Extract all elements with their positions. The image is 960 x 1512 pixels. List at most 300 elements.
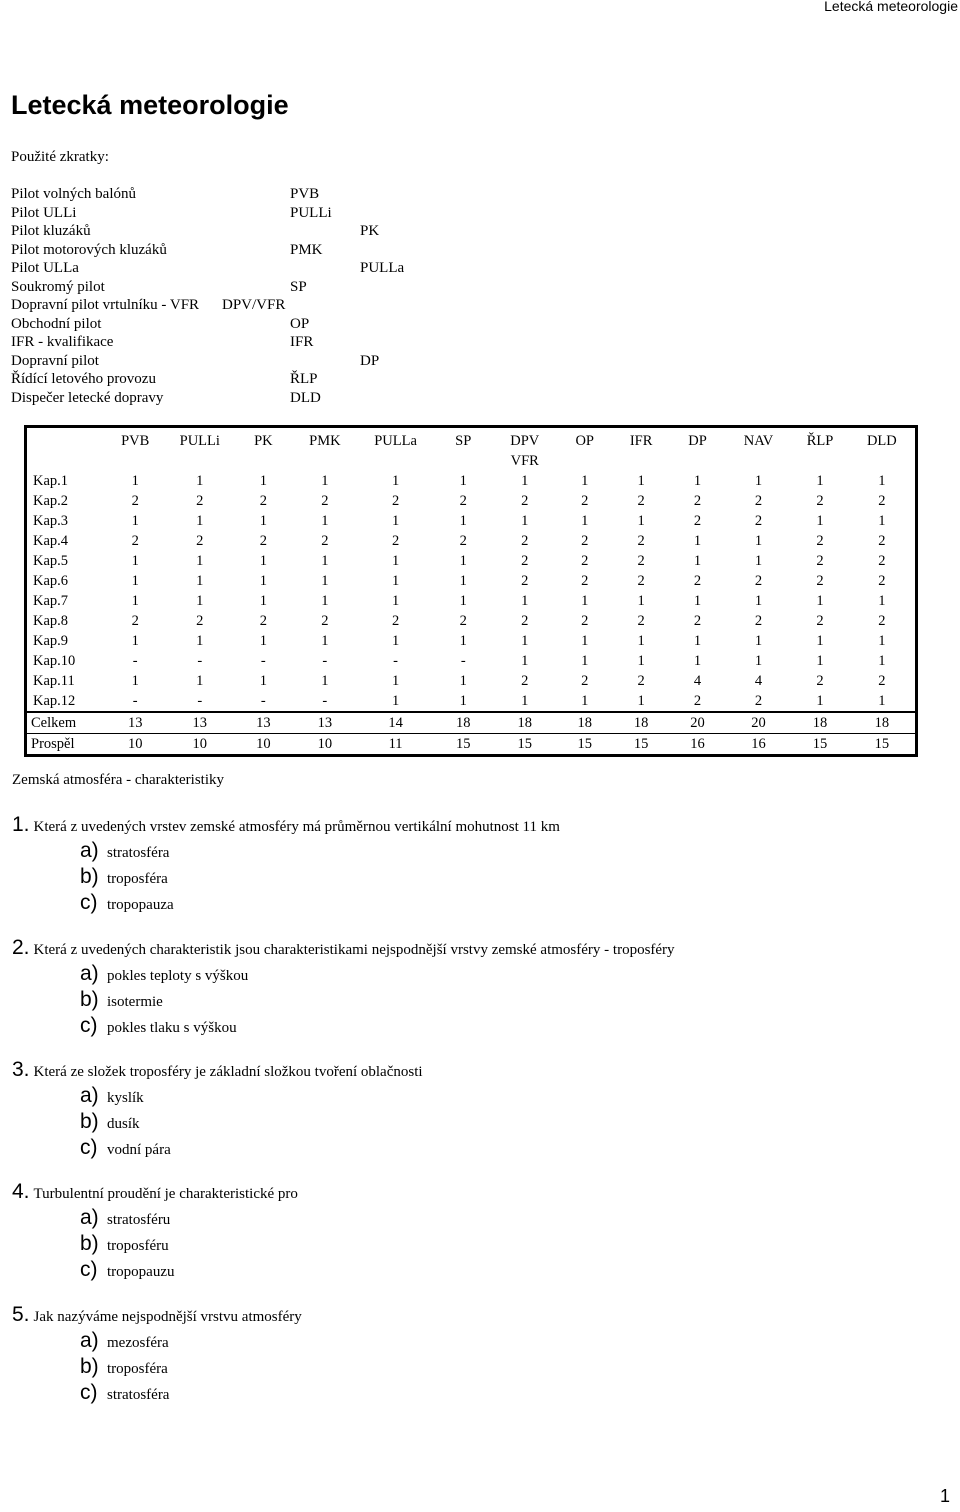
- table-cell: 15: [791, 734, 848, 756]
- abbreviation-code: IFR: [290, 334, 314, 350]
- column-header: SP: [455, 433, 472, 449]
- table-cell: 1: [391, 573, 400, 589]
- table-cell: 10: [165, 734, 235, 756]
- answer-option[interactable]: [80, 1084, 423, 1110]
- table-cell: 1: [754, 633, 763, 649]
- table-cell: 1: [131, 573, 139, 589]
- table-cell: 2: [637, 613, 645, 629]
- table-cell: 2: [581, 573, 589, 589]
- questions-per-chapter-table: [24, 425, 918, 757]
- table-cell: 2: [521, 573, 529, 589]
- question: [12, 1180, 298, 1284]
- answer-letter: a): [80, 1084, 99, 1107]
- table-cell: 1: [521, 473, 529, 489]
- row-label: Kap.11: [33, 673, 75, 689]
- table-cell: 1: [321, 633, 329, 649]
- table-cell: 15: [493, 734, 557, 756]
- answer-text: isotermie: [107, 994, 163, 1010]
- answer-text: kyslík: [107, 1090, 144, 1106]
- answer-option[interactable]: [80, 1258, 298, 1284]
- question-number: 5.: [12, 1303, 30, 1326]
- answer-letter: c): [80, 1258, 98, 1281]
- abbreviation-code: ŘLP: [290, 371, 318, 387]
- table-cell: 2: [459, 493, 467, 509]
- abbreviations-intro: Použité zkratky:: [11, 149, 109, 165]
- table-cell: 1: [459, 673, 467, 689]
- answer-text: pokles teploty s výškou: [107, 968, 249, 984]
- answer-letter: a): [80, 839, 99, 862]
- answer-text: pokles tlaku s výškou: [107, 1020, 237, 1036]
- table-cell: 2: [259, 613, 267, 629]
- answer-letter: b): [80, 1355, 99, 1378]
- answer-letter: c): [80, 1136, 98, 1159]
- table-total-row: [26, 712, 917, 734]
- answer-text: vodní pára: [107, 1142, 171, 1158]
- table-cell: 2: [754, 693, 763, 709]
- table-cell: 1: [581, 653, 589, 669]
- answer-option[interactable]: [80, 891, 560, 917]
- table-cell: 2: [321, 493, 329, 509]
- row-label: Kap.10: [33, 653, 76, 669]
- table-cell: 1: [259, 593, 267, 609]
- table-cell: 1: [391, 593, 400, 609]
- table-cell: 1: [391, 553, 400, 569]
- table-cell: 2: [581, 673, 589, 689]
- table-cell: -: [322, 693, 328, 709]
- answer-letter: c): [80, 1014, 98, 1037]
- table-cell: 1: [878, 653, 886, 669]
- table-cell: 2: [391, 533, 400, 549]
- table-cell: 1: [816, 593, 824, 609]
- table-cell: 1: [321, 593, 329, 609]
- table-cell: 2: [754, 613, 763, 629]
- table-cell: 2: [259, 533, 267, 549]
- table-row: [26, 691, 917, 712]
- abbreviation-name: Dopravní pilot: [11, 353, 99, 369]
- row-label: Kap.12: [33, 693, 76, 709]
- answer-option[interactable]: [80, 1136, 423, 1162]
- table-cell: 1: [259, 513, 267, 529]
- table-row: [26, 591, 917, 611]
- abbreviation-name: IFR - kvalifikace: [11, 334, 114, 350]
- table-cell: -: [197, 693, 203, 709]
- abbreviation-name: Soukromý pilot: [11, 279, 105, 295]
- table-cell: 1: [693, 593, 702, 609]
- table-cell: 15: [434, 734, 493, 756]
- table-cell: 1: [196, 553, 204, 569]
- question-line: [12, 1058, 423, 1084]
- table-cell: 1: [131, 553, 139, 569]
- table-cell: -: [393, 653, 398, 669]
- answer-text: stratosféru: [107, 1212, 171, 1228]
- answer-option[interactable]: [80, 1329, 302, 1355]
- answer-text: troposféru: [107, 1238, 169, 1254]
- table-cell: 2: [581, 553, 589, 569]
- table-cell: 1: [321, 673, 329, 689]
- column-header: PMK: [309, 433, 341, 449]
- table-cell: 2: [754, 493, 763, 509]
- question-number: 4.: [12, 1180, 30, 1203]
- table-cell: 1: [459, 553, 467, 569]
- answer-letter: a): [80, 1329, 99, 1352]
- table-cell: 1: [391, 513, 400, 529]
- table-row: [26, 471, 917, 491]
- table-corner-cell: [26, 427, 106, 472]
- table-cell: 1: [391, 473, 400, 489]
- abbreviation-name: Pilot motorových kluzáků: [11, 242, 167, 258]
- table-cell: 13: [165, 712, 235, 734]
- table-cell: 2: [321, 613, 329, 629]
- table-cell: 2: [816, 573, 824, 589]
- answer-text: tropopauza: [107, 897, 174, 913]
- table-row: [26, 531, 917, 551]
- table-cell: 1: [693, 553, 702, 569]
- table-cell: 1: [754, 653, 763, 669]
- table-cell: -: [132, 653, 138, 669]
- question-text: Která z uvedených charakteristik jsou charakteristikami nejspodnější vrstvy zemské atmosféry - troposféry: [33, 942, 675, 958]
- table-cell: 1: [196, 573, 204, 589]
- table-cell: 2: [521, 673, 529, 689]
- table-cell: 20: [726, 712, 792, 734]
- table-cell: 1: [459, 513, 467, 529]
- row-label: Kap.5: [33, 553, 69, 569]
- table-cell: 1: [816, 633, 824, 649]
- abbreviation-code: PK: [360, 223, 380, 239]
- table-total-row: [26, 734, 917, 756]
- table-cell: 10: [235, 734, 292, 756]
- table-cell: 1: [321, 553, 329, 569]
- table-cell: -: [197, 653, 203, 669]
- row-label: Kap.3: [33, 513, 69, 529]
- table-cell: 4: [754, 673, 763, 689]
- table-cell: -: [460, 653, 466, 669]
- table-cell: 1: [637, 653, 645, 669]
- table-cell: 1: [131, 473, 139, 489]
- table-cell: 14: [358, 712, 434, 734]
- table-cell: 2: [459, 613, 467, 629]
- table-cell: 2: [196, 533, 204, 549]
- table-cell: 2: [878, 613, 886, 629]
- abbreviation-name: Pilot kluzáků: [11, 223, 91, 239]
- answer-text: stratosféra: [107, 1387, 170, 1403]
- answer-text: troposféra: [107, 1361, 168, 1377]
- column-header: IFR: [629, 433, 653, 449]
- table-row: [26, 491, 917, 511]
- answer-letter: b): [80, 1110, 99, 1133]
- question-text: Která z uvedených vrstev zemské atmosféry má průměrnou vertikální mohutnost 11 km: [33, 819, 560, 835]
- table-cell: 2: [878, 553, 886, 569]
- table-cell: 2: [693, 513, 702, 529]
- table-cell: 16: [726, 734, 792, 756]
- table-cell: 2: [637, 673, 645, 689]
- table-cell: 2: [196, 493, 204, 509]
- answer-text: mezosféra: [107, 1335, 169, 1351]
- abbreviation-code: SP: [290, 279, 307, 295]
- table-cell: 1: [581, 593, 589, 609]
- row-label: Kap.8: [33, 613, 69, 629]
- question-number: 2.: [12, 936, 30, 959]
- abbreviation-name: Dispečer letecké dopravy: [11, 390, 164, 406]
- answer-option[interactable]: [80, 1381, 302, 1407]
- table-cell: 1: [196, 673, 204, 689]
- table-cell: 2: [321, 533, 329, 549]
- table-cell: 1: [816, 513, 824, 529]
- table-cell: 10: [292, 734, 358, 756]
- answer-option[interactable]: [80, 962, 675, 988]
- table-cell: 1: [754, 473, 763, 489]
- answer-option[interactable]: [80, 1206, 298, 1232]
- answer-option[interactable]: [80, 1232, 298, 1258]
- abbreviation-code: DPV/VFR: [222, 297, 286, 313]
- table-cell: 2: [521, 553, 529, 569]
- abbreviation-code: DP: [360, 353, 380, 369]
- column-header: PULLi: [179, 433, 220, 449]
- table-cell: 2: [521, 613, 529, 629]
- table-cell: 2: [521, 533, 529, 549]
- abbreviation-code: PVB: [290, 186, 320, 202]
- table-cell: 2: [816, 553, 824, 569]
- row-label: Kap.4: [33, 533, 69, 549]
- table-cell: 2: [459, 533, 467, 549]
- table-cell: 15: [849, 734, 917, 756]
- table-cell: 10: [105, 734, 164, 756]
- table-cell: 1: [196, 593, 204, 609]
- table-cell: 1: [693, 653, 702, 669]
- table-cell: 1: [878, 633, 886, 649]
- table-cell: 18: [791, 712, 848, 734]
- table-cell: 1: [878, 513, 886, 529]
- row-label: Kap.1: [33, 473, 69, 489]
- column-header: PK: [254, 433, 273, 449]
- table-cell: 2: [816, 533, 824, 549]
- table-row: [26, 631, 917, 651]
- table-cell: 1: [459, 633, 467, 649]
- table-cell: 2: [581, 533, 589, 549]
- column-header: NAV: [743, 433, 774, 449]
- table-cell: 2: [131, 493, 139, 509]
- table-cell: 1: [391, 673, 400, 689]
- abbreviation-code: PULLi: [290, 205, 332, 221]
- table-cell: 1: [693, 633, 702, 649]
- table-cell: -: [132, 693, 138, 709]
- answer-letter: c): [80, 891, 98, 914]
- row-label: Prospěl: [26, 734, 106, 756]
- table-cell: 1: [754, 533, 763, 549]
- table-cell: 2: [259, 493, 267, 509]
- table-header-row: [26, 427, 917, 472]
- table-cell: 1: [259, 473, 267, 489]
- question-line: [12, 936, 675, 962]
- table-cell: 1: [131, 593, 139, 609]
- table-cell: -: [260, 653, 266, 669]
- table-cell: 18: [613, 712, 669, 734]
- table-cell: 1: [259, 573, 267, 589]
- answer-option[interactable]: [80, 865, 560, 891]
- answer-option[interactable]: [80, 988, 675, 1014]
- table-cell: 1: [259, 673, 267, 689]
- table-cell: 1: [754, 593, 763, 609]
- answer-option[interactable]: [80, 1014, 675, 1040]
- table-cell: 2: [693, 693, 702, 709]
- row-label: Kap.9: [33, 633, 69, 649]
- table-cell: 18: [849, 712, 917, 734]
- table-cell: 2: [581, 613, 589, 629]
- question-text: Turbulentní proudění je charakteristické pro: [33, 1186, 298, 1202]
- row-label: Celkem: [26, 712, 106, 734]
- table-cell: 1: [878, 593, 886, 609]
- table-row: [26, 611, 917, 631]
- table-row: [26, 571, 917, 591]
- table-cell: 2: [693, 493, 702, 509]
- table-cell: 2: [391, 493, 400, 509]
- table-cell: 2: [693, 573, 702, 589]
- table-cell: 1: [131, 633, 139, 649]
- table-row: [26, 551, 917, 571]
- table-cell: 2: [637, 573, 645, 589]
- running-header: Letecká meteorologie: [824, 0, 958, 14]
- page-title: Letecká meteorologie: [11, 90, 289, 120]
- table-cell: 1: [459, 473, 467, 489]
- table-cell: 1: [581, 513, 589, 529]
- table-cell: 2: [637, 533, 645, 549]
- table-cell: 2: [754, 573, 763, 589]
- table-cell: 2: [878, 573, 886, 589]
- table-cell: 1: [581, 693, 589, 709]
- table-cell: 1: [878, 693, 886, 709]
- question-number: 3.: [12, 1058, 30, 1081]
- table-cell: 1: [259, 553, 267, 569]
- table-cell: 1: [196, 513, 204, 529]
- answer-option[interactable]: [80, 1110, 423, 1136]
- answer-letter: c): [80, 1381, 98, 1404]
- table-cell: 4: [693, 673, 702, 689]
- table-cell: 13: [105, 712, 164, 734]
- table-cell: 1: [816, 693, 824, 709]
- answer-text: dusík: [107, 1116, 140, 1132]
- table-cell: 16: [669, 734, 725, 756]
- question-line: [12, 1303, 302, 1329]
- answer-text: troposféra: [107, 871, 168, 887]
- abbreviation-code: PULLa: [360, 260, 405, 276]
- question-number: 1.: [12, 813, 30, 836]
- question: [12, 936, 675, 1040]
- abbreviation-name: Řídící letového provozu: [11, 371, 156, 387]
- table-cell: 2: [131, 613, 139, 629]
- abbreviation-name: Pilot ULLa: [11, 260, 79, 276]
- table-cell: 1: [391, 633, 400, 649]
- abbreviation-code: DLD: [290, 390, 321, 406]
- table-cell: 2: [754, 513, 763, 529]
- table-cell: 15: [557, 734, 613, 756]
- table-cell: 2: [521, 493, 529, 509]
- column-header: ŘLP: [806, 433, 834, 449]
- column-header: DPV VFR: [510, 433, 540, 469]
- table-cell: 1: [637, 593, 645, 609]
- row-label: Kap.7: [33, 593, 69, 609]
- column-header: PULLa: [374, 433, 417, 449]
- question: [12, 1303, 302, 1407]
- abbreviation-name: Pilot volných balónů: [11, 186, 136, 202]
- table-cell: 1: [816, 473, 824, 489]
- table-cell: 1: [521, 633, 529, 649]
- table-cell: 1: [521, 653, 529, 669]
- abbreviation-code: OP: [290, 316, 310, 332]
- table-cell: 1: [637, 513, 645, 529]
- table-cell: 1: [131, 513, 139, 529]
- row-label: Kap.6: [33, 573, 69, 589]
- question-line: [12, 1180, 298, 1206]
- table-cell: 1: [321, 473, 329, 489]
- answer-letter: a): [80, 962, 99, 985]
- table-cell: 1: [459, 573, 467, 589]
- abbreviation-name: Obchodní pilot: [11, 316, 102, 332]
- answer-option[interactable]: [80, 839, 560, 865]
- table-cell: 15: [613, 734, 669, 756]
- question-text: Jak nazýváme nejspodnější vrstvu atmosféry: [33, 1309, 302, 1325]
- table-cell: 2: [816, 613, 824, 629]
- table-cell: 18: [493, 712, 557, 734]
- table-cell: 1: [693, 533, 702, 549]
- question-line: [12, 813, 560, 839]
- answer-letter: a): [80, 1206, 99, 1229]
- table-cell: 1: [521, 593, 529, 609]
- table-cell: 2: [878, 673, 886, 689]
- column-header: DLD: [866, 433, 897, 449]
- table-cell: 1: [637, 473, 645, 489]
- table-row: [26, 671, 917, 691]
- page-number: 1: [939, 1486, 950, 1506]
- column-header: OP: [575, 433, 594, 449]
- table-cell: 1: [321, 573, 329, 589]
- table-cell: 13: [235, 712, 292, 734]
- table-cell: 1: [521, 513, 529, 529]
- table-cell: 1: [459, 693, 467, 709]
- table-cell: 1: [521, 693, 529, 709]
- table-cell: 18: [557, 712, 613, 734]
- answer-option[interactable]: [80, 1355, 302, 1381]
- table-cell: 1: [878, 473, 886, 489]
- table-cell: 11: [358, 734, 434, 756]
- question-text: Která ze složek troposféry je základní složkou tvoření oblačnosti: [33, 1064, 423, 1080]
- question: [12, 1058, 423, 1162]
- abbreviation-name: Pilot ULLi: [11, 205, 77, 221]
- table-cell: 2: [581, 493, 589, 509]
- table-cell: 1: [459, 593, 467, 609]
- table-cell: 1: [816, 653, 824, 669]
- table-cell: 1: [259, 633, 267, 649]
- table-cell: 18: [434, 712, 493, 734]
- table-cell: -: [260, 693, 266, 709]
- table-row: [26, 651, 917, 671]
- table-cell: 13: [292, 712, 358, 734]
- section-heading: Zemská atmosféra - charakteristiky: [12, 772, 224, 788]
- table-cell: 1: [637, 693, 645, 709]
- table-cell: 2: [816, 493, 824, 509]
- column-header: PVB: [121, 433, 150, 449]
- answer-letter: b): [80, 865, 99, 888]
- answer-text: tropopauzu: [107, 1264, 175, 1280]
- answer-letter: b): [80, 988, 99, 1011]
- table-cell: 2: [693, 613, 702, 629]
- table-cell: 2: [878, 533, 886, 549]
- table-cell: 1: [754, 553, 763, 569]
- table-cell: 2: [391, 613, 400, 629]
- table-cell: 1: [581, 633, 589, 649]
- table-cell: 20: [669, 712, 725, 734]
- table-cell: 1: [693, 473, 702, 489]
- table-cell: 1: [637, 633, 645, 649]
- table-cell: 2: [637, 553, 645, 569]
